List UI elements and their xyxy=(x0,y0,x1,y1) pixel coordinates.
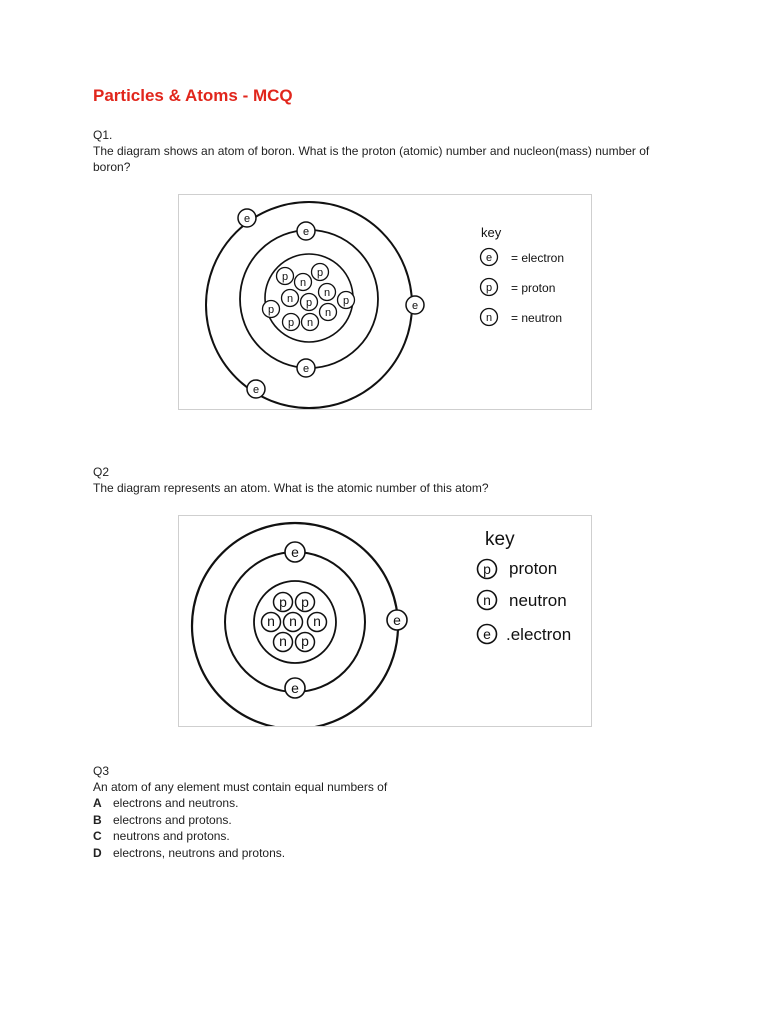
svg-text:p: p xyxy=(301,594,309,610)
svg-text:p: p xyxy=(287,317,295,329)
svg-text:e: e xyxy=(252,384,260,396)
svg-text:p: p xyxy=(301,633,309,649)
electron xyxy=(247,380,265,398)
nucleon xyxy=(282,290,299,307)
nucleon xyxy=(320,304,337,321)
atom-diagram-q2 xyxy=(178,515,592,727)
svg-text:n: n xyxy=(483,592,491,608)
svg-text:n: n xyxy=(485,312,493,324)
nucleon xyxy=(274,633,293,652)
page-title: Particles & Atoms - MCQ xyxy=(93,86,293,105)
svg-text:p: p xyxy=(342,295,350,307)
question-2-label: Q2 xyxy=(93,465,110,479)
question-1-text: The diagram shows an atom of boron. What is the proton (atomic) number and nucleon(mass) number of boron? xyxy=(93,144,650,174)
question-2-text: The diagram represents an atom. What is the atomic number of this atom? xyxy=(93,481,489,495)
electron xyxy=(285,542,305,562)
option-c: C neutrons and protons. xyxy=(93,829,230,843)
svg-text:p: p xyxy=(483,561,491,577)
svg-text:= proton: = proton xyxy=(511,281,556,295)
key-item-proton xyxy=(478,559,558,579)
svg-text:p: p xyxy=(305,297,313,309)
svg-text:e: e xyxy=(291,544,299,560)
svg-text:n: n xyxy=(267,613,275,629)
key-item-electron xyxy=(481,249,565,266)
nucleon xyxy=(283,314,300,331)
electron xyxy=(297,359,315,377)
key-title: key xyxy=(481,225,502,240)
question-3-label: Q3 xyxy=(93,764,110,778)
svg-text:e: e xyxy=(393,612,401,628)
svg-text:n: n xyxy=(279,633,287,649)
svg-text:e: e xyxy=(483,626,491,642)
svg-text:n: n xyxy=(313,613,321,629)
nucleon xyxy=(301,294,318,311)
question-1 xyxy=(93,127,653,175)
nucleon xyxy=(338,292,355,309)
nucleon xyxy=(262,613,281,632)
svg-text:e: e xyxy=(485,252,493,264)
nucleon xyxy=(295,274,312,291)
nucleon xyxy=(296,633,315,652)
svg-text:e: e xyxy=(302,363,310,375)
nucleon xyxy=(263,301,280,318)
nucleon xyxy=(308,613,327,632)
svg-text:n: n xyxy=(286,293,294,305)
key-item-electron xyxy=(478,625,572,645)
svg-text:= neutron: = neutron xyxy=(511,311,563,325)
key-title: key xyxy=(485,529,515,550)
nucleon xyxy=(312,264,329,281)
option-a: A electrons and neutrons. xyxy=(93,796,239,810)
key-item-proton xyxy=(481,279,556,296)
svg-text:n: n xyxy=(306,317,314,329)
svg-text:n: n xyxy=(323,287,331,299)
electron xyxy=(387,610,407,630)
electron xyxy=(406,296,424,314)
question-1-label: Q1. xyxy=(93,128,113,142)
svg-text:.electron: .electron xyxy=(506,625,572,644)
nucleon xyxy=(296,593,315,612)
boron-atom-diagram xyxy=(178,194,592,410)
svg-text:p: p xyxy=(485,282,493,294)
nucleon xyxy=(302,314,319,331)
svg-text:p: p xyxy=(316,267,324,279)
option-d: D electrons, neutrons and protons. xyxy=(93,845,286,860)
key-item-neutron xyxy=(481,309,563,326)
nucleon xyxy=(319,284,336,301)
question-3-text: An atom of any element must contain equal numbers of xyxy=(93,780,388,794)
electron xyxy=(285,678,305,698)
svg-text:n: n xyxy=(299,277,307,289)
question-3 xyxy=(93,763,653,861)
svg-text:p: p xyxy=(281,271,289,283)
nucleon xyxy=(284,613,303,632)
svg-text:proton: proton xyxy=(509,559,558,578)
svg-text:p: p xyxy=(267,304,275,316)
svg-text:e: e xyxy=(243,213,251,225)
electron xyxy=(297,222,315,240)
svg-text:e: e xyxy=(302,226,310,238)
option-b: B electrons and protons. xyxy=(93,812,232,827)
question-2 xyxy=(93,464,653,496)
svg-text:n: n xyxy=(324,307,332,319)
electron xyxy=(238,209,256,227)
answer-options xyxy=(93,795,653,861)
svg-text:= electron: = electron xyxy=(511,251,565,265)
svg-text:n: n xyxy=(289,613,297,629)
svg-text:e: e xyxy=(291,680,299,696)
svg-text:p: p xyxy=(279,594,287,610)
nucleon xyxy=(277,268,294,285)
key-item-neutron xyxy=(478,591,567,611)
svg-text:e: e xyxy=(411,300,419,312)
svg-text:neutron: neutron xyxy=(509,591,567,610)
nucleon xyxy=(274,593,293,612)
